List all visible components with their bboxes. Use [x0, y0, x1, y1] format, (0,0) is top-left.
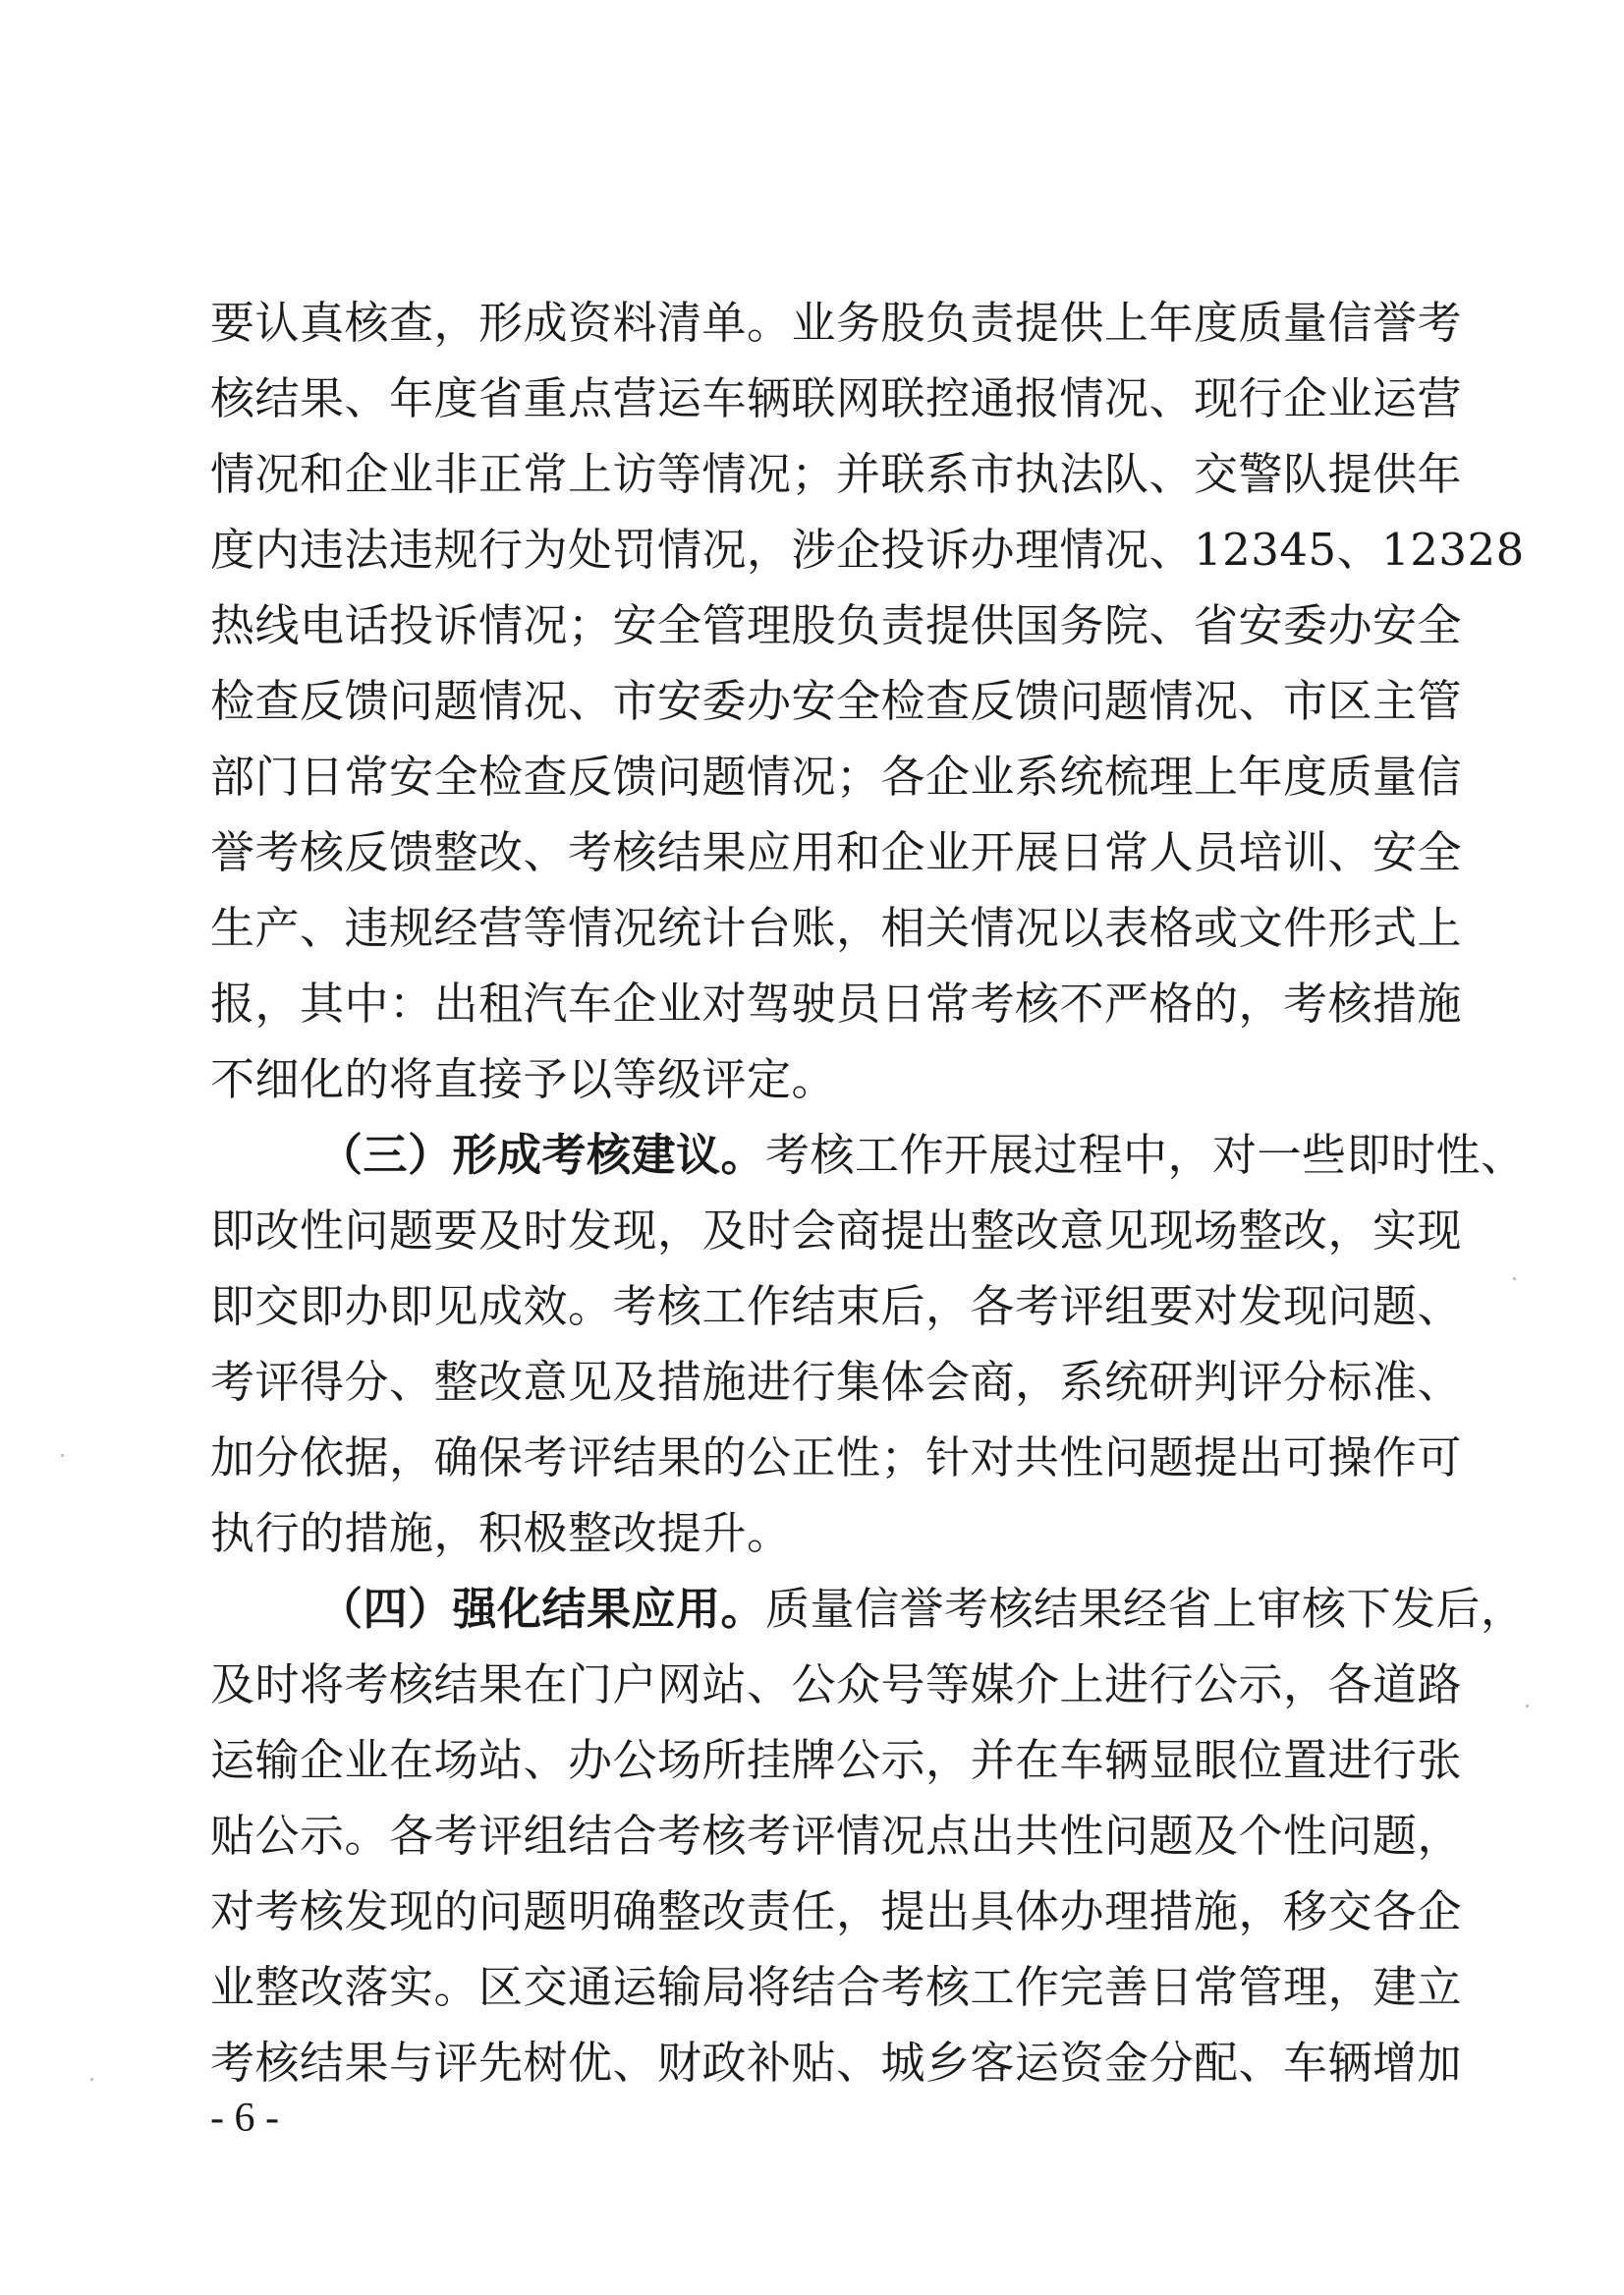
- text-line: 业整改落实。区交通运输局将结合考核工作完善日常管理，建立: [210, 1961, 1463, 2013]
- text-line: 情况和企业非正常上访等情况；并联系市执法队、交警队提供年: [210, 448, 1463, 500]
- text-line: 对考核发现的问题明确整改责任，提出具体办理措施，移交各企: [210, 1885, 1463, 1937]
- section-4-first-line-text: 质量信誉考核结果经省上审核下发后，: [765, 1583, 1526, 1635]
- text-line: 及时将考核结果在门户网站、公众号等媒介上进行公示，各道路: [210, 1658, 1463, 1710]
- text-line: 运输企业在场站、办公场所挂牌公示，并在车辆显眼位置进行张: [210, 1734, 1463, 1786]
- page-number: - 6 -: [210, 2096, 279, 2141]
- text-line: 誉考核反馈整改、考核结果应用和企业开展日常人员培训、安全: [210, 826, 1463, 878]
- text-line: 执行的措施，积极整改提升。: [210, 1507, 792, 1559]
- scan-speck: [1526, 1705, 1529, 1707]
- section-3-paragraph: [210, 1117, 1526, 1571]
- text-line: 即交即办即见成效。考核工作结束后，各考评组要对发现问题、: [210, 1280, 1463, 1332]
- text-line: 贴公示。各考评组结合考核考评情况点出共性问题及个性问题，: [210, 1810, 1463, 1862]
- text-line: 检查反馈问题情况、市安委办安全检查反馈问题情况、市区主管: [210, 675, 1463, 727]
- text-line: 考评得分、整改意见及措施进行集体会商，系统研判评分标准、: [210, 1356, 1463, 1408]
- document-body: [210, 285, 1526, 2100]
- text-line: 度内违法违规行为处罚情况，涉企投诉办理情况、12345、12328: [210, 524, 1525, 576]
- text-line: 核结果、年度省重点营运车辆联网联控通报情况、现行企业运营: [210, 372, 1463, 424]
- text-line: 即改性问题要及时发现，及时会商提出整改意见现场整改，实现: [210, 1204, 1463, 1257]
- scan-speck: [61, 1454, 64, 1457]
- text-line: 部门日常安全检查反馈问题情况；各企业系统梳理上年度质量信: [210, 751, 1463, 803]
- section-3-first-line-text: 考核工作开展过程中，对一些即时性、: [765, 1129, 1526, 1181]
- section-4-first-line: [210, 1571, 1526, 1647]
- text-line: 要认真核查，形成资料清单。业务股负责提供上年度质量信誉考: [210, 297, 1463, 349]
- section-4-heading: （四）强化结果应用。: [318, 1583, 766, 1635]
- text-line: 加分依据，确保考评结果的公正性；针对共性问题提出可操作可: [210, 1431, 1463, 1483]
- text-line: 报，其中：出租汽车企业对驾驶员日常考核不严格的，考核措施: [210, 978, 1463, 1030]
- section-4-paragraph: [210, 1571, 1526, 2100]
- section-3-heading: （三）形成考核建议。: [318, 1129, 766, 1181]
- text-line: 生产、违规经营等情况统计台账，相关情况以表格或文件形式上: [210, 902, 1463, 954]
- scan-speck: [1513, 1277, 1516, 1280]
- scan-speck: [90, 2078, 93, 2081]
- text-line: 考核结果与评先树优、财政补贴、城乡客运资金分配、车辆增加: [210, 2037, 1463, 2089]
- text-line: 热线电话投诉情况；安全管理股负责提供国务院、省安委办安全: [210, 599, 1463, 651]
- paragraph-continuation: [210, 285, 1525, 1117]
- text-line: 不细化的将直接予以等级评定。: [210, 1053, 837, 1105]
- section-3-first-line: [210, 1117, 1526, 1193]
